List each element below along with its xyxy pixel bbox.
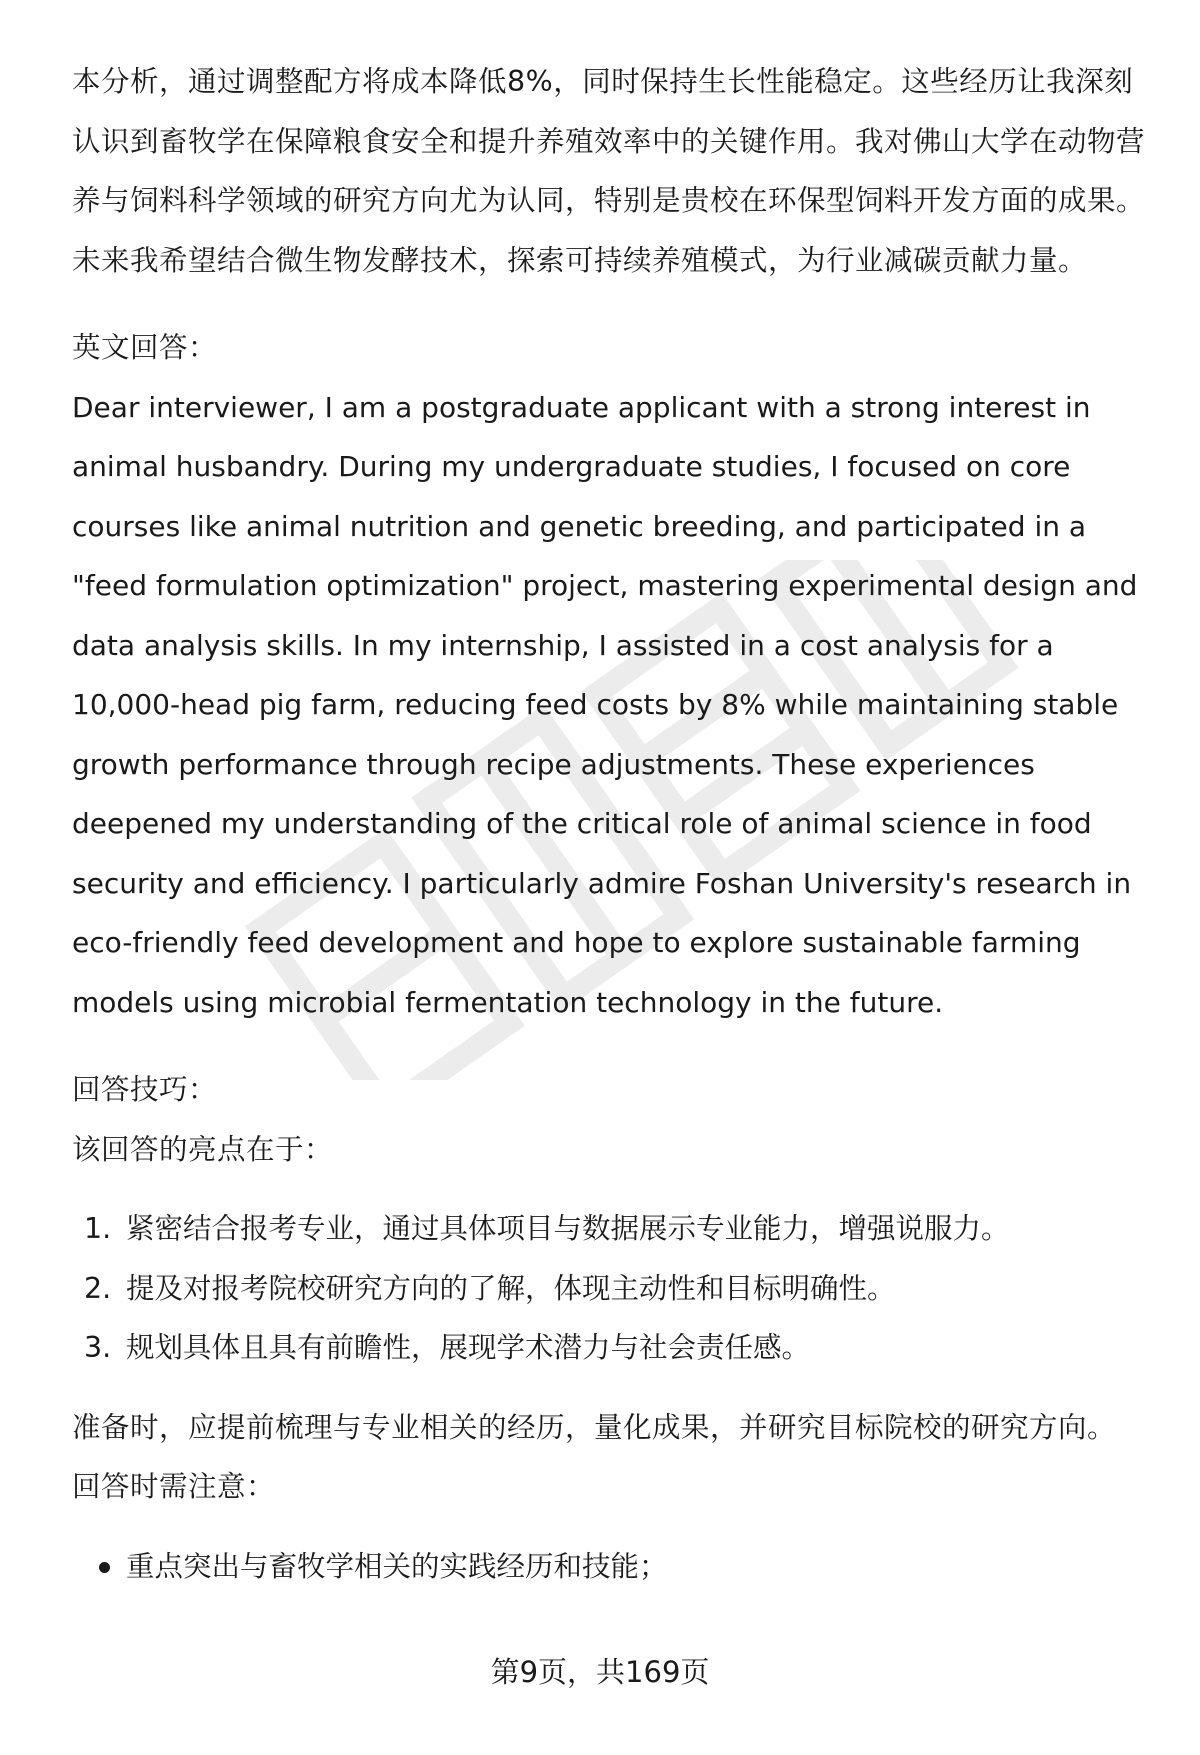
bullet-icon bbox=[99, 1562, 110, 1573]
intro-paragraph: 本分析，通过调整配方将成本降低8%，同时保持生长性能稳定。这些经历让我深刻认识到畜牧学在保障粮食安全和提升养殖效率中的关键作用。我对佛山大学在动物营养与饲料科学领域的研究方向尤为认同，特别是贵校在环保型饲料开发方面的成果。未来我希望结合微生物发酵技术，探索可持续养殖模式，为行业减碳贡献力量。 bbox=[72, 65, 1146, 277]
list-item-text: 紧密结合报考专业，通过具体项目与数据展示专业能力，增强说服力。 bbox=[126, 1212, 1010, 1245]
list-item-number: 2. bbox=[84, 1271, 112, 1305]
list-item-text: 提及对报考院校研究方向的了解，体现主动性和目标明确性。 bbox=[126, 1271, 896, 1305]
english-answer-paragraph: Dear interviewer, I am a postgraduate applicant with a strong interest in animal husbandry. During my undergraduate studies, I focused on core courses like animal nutrition and genetic breeding, and participated in a "feed formulation optimization" project, mastering experimental design and data analysis skills. In my internship, I assisted in a cost analysis for a 10,000-head pig farm, reducing feed costs by 8% while maintaining stable growth performance through recipe adjustments. These experiences deepened my understanding of the critical role of animal science in food security and efficiency. I particularly admire Foshan University's research in eco-friendly feed development and hope to explore sustainable farming models using microbial fermentation technology in the future. bbox=[72, 390, 1138, 1019]
highlights-list bbox=[72, 1199, 1162, 1378]
list-item bbox=[72, 1318, 1162, 1378]
list-item-text: 重点突出与畜牧学相关的实践经历和技能； bbox=[126, 1549, 668, 1583]
answer-tips-heading: 回答技巧： bbox=[72, 1073, 218, 1106]
list-item-number: 1. bbox=[84, 1212, 112, 1245]
list-item bbox=[72, 1537, 1162, 1597]
english-answer-heading: 英文回答： bbox=[72, 331, 218, 364]
notes-list bbox=[72, 1537, 1162, 1597]
page-number-footer: 第9页，共169页 bbox=[490, 1655, 710, 1689]
preparation-text: 准备时，应提前梳理与专业相关的经历，量化成果，并研究目标院校的研究方向。 bbox=[72, 1410, 1117, 1444]
document-body bbox=[72, 52, 1162, 1596]
list-item bbox=[72, 1259, 1162, 1319]
list-item-text: 规划具体且具有前瞻性，展现学术潜力与社会责任感。 bbox=[126, 1331, 811, 1364]
highlights-intro: 该回答的亮点在于： bbox=[72, 1132, 334, 1166]
notes-heading: 回答时需注意： bbox=[72, 1470, 276, 1503]
list-item bbox=[72, 1199, 1162, 1259]
list-item-number: 3. bbox=[84, 1331, 112, 1364]
